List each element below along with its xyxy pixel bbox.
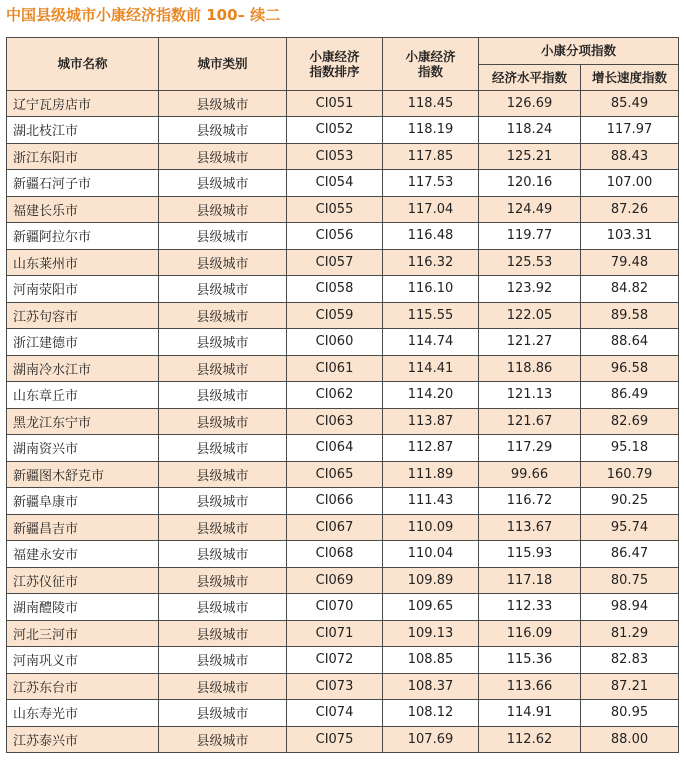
index-cell: 114.20 <box>383 382 479 409</box>
economic-level-cell: 121.67 <box>479 408 581 435</box>
rank-cell: CI075 <box>287 726 383 753</box>
city-name-cell: 江苏东台市 <box>7 673 159 700</box>
header-index-line1: 小康经济 <box>405 48 456 64</box>
city-type-cell: 县级城市 <box>159 541 287 568</box>
city-name-cell: 河北三河市 <box>7 620 159 647</box>
index-cell: 116.48 <box>383 223 479 250</box>
city-type-cell: 县级城市 <box>159 647 287 674</box>
table-row <box>7 567 679 594</box>
rank-cell: CI051 <box>287 90 383 117</box>
page-title: 中国县级城市小康经济指数前 100– 续二 <box>6 6 281 24</box>
rank-cell: CI069 <box>287 567 383 594</box>
city-name-cell: 河南巩义市 <box>7 647 159 674</box>
economic-level-cell: 115.93 <box>479 541 581 568</box>
economic-level-cell: 99.66 <box>479 461 581 488</box>
city-type-cell: 县级城市 <box>159 673 287 700</box>
header-sub-index-group: 小康分项指数 <box>479 38 679 65</box>
table-row <box>7 541 679 568</box>
index-cell: 118.45 <box>383 90 479 117</box>
city-name-cell: 新疆图木舒克市 <box>7 461 159 488</box>
table-row <box>7 461 679 488</box>
table-row <box>7 90 679 117</box>
city-type-cell: 县级城市 <box>159 143 287 170</box>
economic-level-cell: 121.13 <box>479 382 581 409</box>
table-row <box>7 673 679 700</box>
index-cell: 111.89 <box>383 461 479 488</box>
header-rank-line1: 小康经济 <box>309 48 360 64</box>
economic-level-cell: 115.36 <box>479 647 581 674</box>
city-name-cell: 江苏仪征市 <box>7 567 159 594</box>
rank-cell: CI060 <box>287 329 383 356</box>
table-row <box>7 329 679 356</box>
header-city-name: 城市名称 <box>7 38 159 91</box>
table-row <box>7 620 679 647</box>
city-type-cell: 县级城市 <box>159 170 287 197</box>
economic-level-cell: 124.49 <box>479 196 581 223</box>
city-name-cell: 湖北枝江市 <box>7 117 159 144</box>
city-type-cell: 县级城市 <box>159 461 287 488</box>
economic-level-cell: 123.92 <box>479 276 581 303</box>
city-type-cell: 县级城市 <box>159 594 287 621</box>
growth-speed-cell: 88.00 <box>581 726 679 753</box>
index-cell: 109.65 <box>383 594 479 621</box>
growth-speed-cell: 95.18 <box>581 435 679 462</box>
city-name-cell: 湖南醴陵市 <box>7 594 159 621</box>
growth-speed-cell: 80.95 <box>581 700 679 727</box>
rank-cell: CI071 <box>287 620 383 647</box>
header-rank <box>287 38 383 91</box>
header-index-line2: 指数 <box>417 63 443 79</box>
header-economic-level: 经济水平指数 <box>479 64 581 90</box>
rank-cell: CI072 <box>287 647 383 674</box>
city-type-cell: 县级城市 <box>159 408 287 435</box>
city-type-cell: 县级城市 <box>159 249 287 276</box>
rank-cell: CI067 <box>287 514 383 541</box>
table-row <box>7 196 679 223</box>
index-cell: 114.74 <box>383 329 479 356</box>
index-cell: 107.69 <box>383 726 479 753</box>
rank-cell: CI073 <box>287 673 383 700</box>
economic-level-cell: 122.05 <box>479 302 581 329</box>
index-cell: 108.12 <box>383 700 479 727</box>
growth-speed-cell: 87.26 <box>581 196 679 223</box>
economic-level-cell: 117.29 <box>479 435 581 462</box>
growth-speed-cell: 107.00 <box>581 170 679 197</box>
city-type-cell: 县级城市 <box>159 302 287 329</box>
table-row <box>7 355 679 382</box>
index-cell: 108.37 <box>383 673 479 700</box>
table-row <box>7 170 679 197</box>
table-row <box>7 143 679 170</box>
city-name-cell: 福建长乐市 <box>7 196 159 223</box>
rank-cell: CI066 <box>287 488 383 515</box>
index-cell: 118.19 <box>383 117 479 144</box>
city-type-cell: 县级城市 <box>159 117 287 144</box>
index-cell: 111.43 <box>383 488 479 515</box>
city-type-cell: 县级城市 <box>159 223 287 250</box>
index-cell: 115.55 <box>383 302 479 329</box>
index-cell: 117.04 <box>383 196 479 223</box>
rank-cell: CI057 <box>287 249 383 276</box>
growth-speed-cell: 86.47 <box>581 541 679 568</box>
index-cell: 113.87 <box>383 408 479 435</box>
growth-speed-cell: 85.49 <box>581 90 679 117</box>
city-name-cell: 福建永安市 <box>7 541 159 568</box>
index-cell: 116.10 <box>383 276 479 303</box>
rank-cell: CI053 <box>287 143 383 170</box>
table-row <box>7 435 679 462</box>
growth-speed-cell: 96.58 <box>581 355 679 382</box>
table-row <box>7 594 679 621</box>
city-index-table <box>6 37 679 753</box>
rank-cell: CI054 <box>287 170 383 197</box>
index-cell: 110.09 <box>383 514 479 541</box>
city-type-cell: 县级城市 <box>159 276 287 303</box>
economic-level-cell: 118.86 <box>479 355 581 382</box>
economic-level-cell: 119.77 <box>479 223 581 250</box>
city-type-cell: 县级城市 <box>159 382 287 409</box>
rank-cell: CI056 <box>287 223 383 250</box>
growth-speed-cell: 95.74 <box>581 514 679 541</box>
city-name-cell: 山东莱州市 <box>7 249 159 276</box>
growth-speed-cell: 87.21 <box>581 673 679 700</box>
table-row <box>7 382 679 409</box>
city-type-cell: 县级城市 <box>159 329 287 356</box>
growth-speed-cell: 86.49 <box>581 382 679 409</box>
economic-level-cell: 113.67 <box>479 514 581 541</box>
economic-level-cell: 112.33 <box>479 594 581 621</box>
index-cell: 117.53 <box>383 170 479 197</box>
city-name-cell: 黑龙江东宁市 <box>7 408 159 435</box>
city-type-cell: 县级城市 <box>159 567 287 594</box>
growth-speed-cell: 160.79 <box>581 461 679 488</box>
city-name-cell: 新疆昌吉市 <box>7 514 159 541</box>
growth-speed-cell: 80.75 <box>581 567 679 594</box>
growth-speed-cell: 103.31 <box>581 223 679 250</box>
growth-speed-cell: 89.58 <box>581 302 679 329</box>
city-name-cell: 新疆阜康市 <box>7 488 159 515</box>
header-index <box>383 38 479 91</box>
city-name-cell: 新疆阿拉尔市 <box>7 223 159 250</box>
rank-cell: CI058 <box>287 276 383 303</box>
city-type-cell: 县级城市 <box>159 620 287 647</box>
index-cell: 112.87 <box>383 435 479 462</box>
city-name-cell: 浙江东阳市 <box>7 143 159 170</box>
city-name-cell: 新疆石河子市 <box>7 170 159 197</box>
city-name-cell: 湖南冷水江市 <box>7 355 159 382</box>
growth-speed-cell: 82.83 <box>581 647 679 674</box>
rank-cell: CI059 <box>287 302 383 329</box>
index-cell: 114.41 <box>383 355 479 382</box>
economic-level-cell: 114.91 <box>479 700 581 727</box>
table-row <box>7 302 679 329</box>
city-name-cell: 山东章丘市 <box>7 382 159 409</box>
index-cell: 109.89 <box>383 567 479 594</box>
rank-cell: CI061 <box>287 355 383 382</box>
economic-level-cell: 118.24 <box>479 117 581 144</box>
table-row <box>7 700 679 727</box>
index-cell: 109.13 <box>383 620 479 647</box>
table-row <box>7 276 679 303</box>
growth-speed-cell: 117.97 <box>581 117 679 144</box>
city-name-cell: 湖南资兴市 <box>7 435 159 462</box>
header-city-type: 城市类别 <box>159 38 287 91</box>
city-name-cell: 江苏句容市 <box>7 302 159 329</box>
header-growth-speed: 增长速度指数 <box>581 64 679 90</box>
city-name-cell: 河南荥阳市 <box>7 276 159 303</box>
city-name-cell: 山东寿光市 <box>7 700 159 727</box>
rank-cell: CI065 <box>287 461 383 488</box>
growth-speed-cell: 81.29 <box>581 620 679 647</box>
table-row <box>7 408 679 435</box>
index-cell: 116.32 <box>383 249 479 276</box>
table-row <box>7 514 679 541</box>
economic-level-cell: 120.16 <box>479 170 581 197</box>
header-rank-line2: 指数排序 <box>309 63 360 79</box>
city-type-cell: 县级城市 <box>159 435 287 462</box>
city-type-cell: 县级城市 <box>159 514 287 541</box>
rank-cell: CI068 <box>287 541 383 568</box>
rank-cell: CI062 <box>287 382 383 409</box>
rank-cell: CI070 <box>287 594 383 621</box>
economic-level-cell: 117.18 <box>479 567 581 594</box>
economic-level-cell: 113.66 <box>479 673 581 700</box>
table-row <box>7 223 679 250</box>
city-type-cell: 县级城市 <box>159 196 287 223</box>
rank-cell: CI063 <box>287 408 383 435</box>
table-row <box>7 488 679 515</box>
city-name-cell: 辽宁瓦房店市 <box>7 90 159 117</box>
growth-speed-cell: 82.69 <box>581 408 679 435</box>
index-cell: 108.85 <box>383 647 479 674</box>
rank-cell: CI052 <box>287 117 383 144</box>
economic-level-cell: 116.72 <box>479 488 581 515</box>
table-body <box>7 90 679 753</box>
table-row <box>7 726 679 753</box>
economic-level-cell: 112.62 <box>479 726 581 753</box>
growth-speed-cell: 84.82 <box>581 276 679 303</box>
city-type-cell: 县级城市 <box>159 90 287 117</box>
economic-level-cell: 121.27 <box>479 329 581 356</box>
economic-level-cell: 116.09 <box>479 620 581 647</box>
city-type-cell: 县级城市 <box>159 488 287 515</box>
growth-speed-cell: 90.25 <box>581 488 679 515</box>
index-cell: 117.85 <box>383 143 479 170</box>
economic-level-cell: 125.21 <box>479 143 581 170</box>
rank-cell: CI055 <box>287 196 383 223</box>
city-type-cell: 县级城市 <box>159 700 287 727</box>
city-type-cell: 县级城市 <box>159 726 287 753</box>
city-name-cell: 浙江建德市 <box>7 329 159 356</box>
city-type-cell: 县级城市 <box>159 355 287 382</box>
table-row <box>7 647 679 674</box>
table-row <box>7 117 679 144</box>
index-cell: 110.04 <box>383 541 479 568</box>
economic-level-cell: 125.53 <box>479 249 581 276</box>
growth-speed-cell: 79.48 <box>581 249 679 276</box>
growth-speed-cell: 88.43 <box>581 143 679 170</box>
rank-cell: CI064 <box>287 435 383 462</box>
rank-cell: CI074 <box>287 700 383 727</box>
growth-speed-cell: 88.64 <box>581 329 679 356</box>
table-row <box>7 249 679 276</box>
growth-speed-cell: 98.94 <box>581 594 679 621</box>
economic-level-cell: 126.69 <box>479 90 581 117</box>
city-name-cell: 江苏泰兴市 <box>7 726 159 753</box>
